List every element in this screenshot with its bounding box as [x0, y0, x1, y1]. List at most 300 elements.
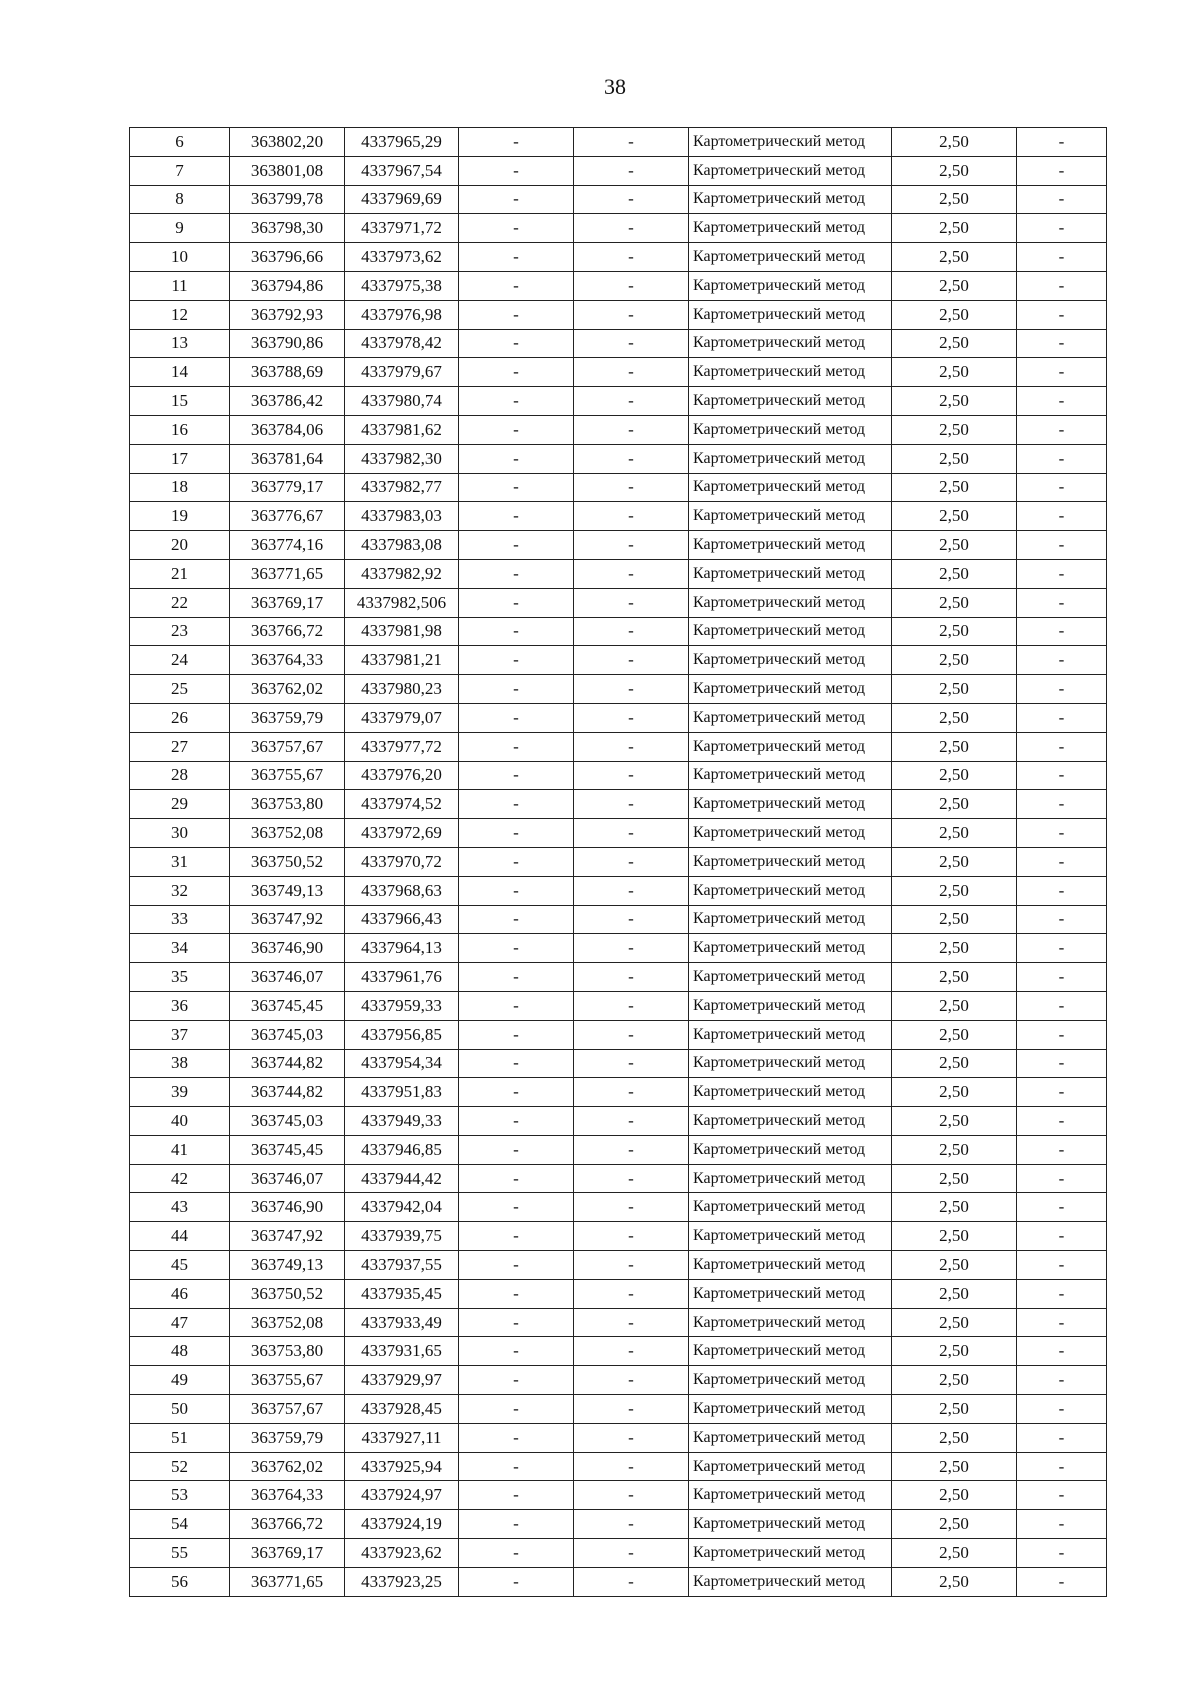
table-row: [130, 905, 1107, 934]
dash-cell-b: -: [574, 1395, 689, 1424]
accuracy-cell: 2,50: [892, 588, 1017, 617]
table-row: [130, 876, 1107, 905]
dash-cell-b: -: [574, 1279, 689, 1308]
table-row: [130, 300, 1107, 329]
method-cell: Картометрический метод: [689, 1423, 892, 1452]
dash-cell-a: -: [459, 1222, 574, 1251]
dash-cell-c: -: [1017, 819, 1107, 848]
table-row: [130, 1308, 1107, 1337]
dash-cell-b: -: [574, 444, 689, 473]
x-coordinate-cell: 363792,93: [230, 300, 345, 329]
dash-cell-b: -: [574, 1510, 689, 1539]
dash-cell-b: -: [574, 271, 689, 300]
method-cell: Картометрический метод: [689, 128, 892, 157]
dash-cell-c: -: [1017, 761, 1107, 790]
y-coordinate-cell: 4337964,13: [345, 934, 459, 963]
dash-cell-c: -: [1017, 617, 1107, 646]
point-number-cell: 8: [130, 185, 230, 214]
x-coordinate-cell: 363752,08: [230, 819, 345, 848]
y-coordinate-cell: 4337969,69: [345, 185, 459, 214]
x-coordinate-cell: 363746,07: [230, 1164, 345, 1193]
dash-cell-b: -: [574, 329, 689, 358]
accuracy-cell: 2,50: [892, 1510, 1017, 1539]
dash-cell-c: -: [1017, 185, 1107, 214]
dash-cell-c: -: [1017, 1107, 1107, 1136]
accuracy-cell: 2,50: [892, 1135, 1017, 1164]
dash-cell-a: -: [459, 876, 574, 905]
page-number: 38: [604, 74, 626, 99]
dash-cell-c: -: [1017, 1135, 1107, 1164]
table-row: [130, 1510, 1107, 1539]
y-coordinate-cell: 4337959,33: [345, 991, 459, 1020]
method-cell: Картометрический метод: [689, 1193, 892, 1222]
method-cell: Картометрический метод: [689, 1395, 892, 1424]
x-coordinate-cell: 363764,33: [230, 646, 345, 675]
dash-cell-c: -: [1017, 847, 1107, 876]
method-cell: Картометрический метод: [689, 1279, 892, 1308]
accuracy-cell: 2,50: [892, 559, 1017, 588]
y-coordinate-cell: 4337928,45: [345, 1395, 459, 1424]
accuracy-cell: 2,50: [892, 646, 1017, 675]
point-number-cell: 10: [130, 243, 230, 272]
table-row: [130, 243, 1107, 272]
y-coordinate-cell: 4337924,97: [345, 1481, 459, 1510]
dash-cell-a: -: [459, 991, 574, 1020]
dash-cell-b: -: [574, 905, 689, 934]
dash-cell-c: -: [1017, 1078, 1107, 1107]
y-coordinate-cell: 4337933,49: [345, 1308, 459, 1337]
x-coordinate-cell: 363745,45: [230, 991, 345, 1020]
dash-cell-b: -: [574, 1481, 689, 1510]
point-number-cell: 20: [130, 531, 230, 560]
point-number-cell: 18: [130, 473, 230, 502]
point-number-cell: 56: [130, 1567, 230, 1596]
y-coordinate-cell: 4337949,33: [345, 1107, 459, 1136]
dash-cell-a: -: [459, 329, 574, 358]
point-number-cell: 9: [130, 214, 230, 243]
method-cell: Картометрический метод: [689, 1308, 892, 1337]
x-coordinate-cell: 363749,13: [230, 1251, 345, 1280]
dash-cell-c: -: [1017, 1539, 1107, 1568]
x-coordinate-cell: 363762,02: [230, 675, 345, 704]
accuracy-cell: 2,50: [892, 732, 1017, 761]
point-number-cell: 52: [130, 1452, 230, 1481]
accuracy-cell: 2,50: [892, 905, 1017, 934]
table-row: [130, 1567, 1107, 1596]
method-cell: Картометрический метод: [689, 790, 892, 819]
point-number-cell: 30: [130, 819, 230, 848]
x-coordinate-cell: 363757,67: [230, 732, 345, 761]
x-coordinate-cell: 363759,79: [230, 1423, 345, 1452]
dash-cell-a: -: [459, 847, 574, 876]
table-row: [130, 1222, 1107, 1251]
y-coordinate-cell: 4337978,42: [345, 329, 459, 358]
table-row: [130, 703, 1107, 732]
dash-cell-c: -: [1017, 559, 1107, 588]
point-number-cell: 44: [130, 1222, 230, 1251]
dash-cell-b: -: [574, 790, 689, 819]
x-coordinate-cell: 363746,07: [230, 963, 345, 992]
accuracy-cell: 2,50: [892, 1452, 1017, 1481]
dash-cell-a: -: [459, 617, 574, 646]
dash-cell-c: -: [1017, 1366, 1107, 1395]
x-coordinate-cell: 363759,79: [230, 703, 345, 732]
method-cell: Картометрический метод: [689, 1366, 892, 1395]
point-number-cell: 41: [130, 1135, 230, 1164]
y-coordinate-cell: 4337983,03: [345, 502, 459, 531]
table-row: [130, 1337, 1107, 1366]
method-cell: Картометрический метод: [689, 732, 892, 761]
point-number-cell: 55: [130, 1539, 230, 1568]
dash-cell-c: -: [1017, 329, 1107, 358]
y-coordinate-cell: 4337970,72: [345, 847, 459, 876]
point-number-cell: 16: [130, 415, 230, 444]
dash-cell-a: -: [459, 1279, 574, 1308]
dash-cell-a: -: [459, 300, 574, 329]
dash-cell-b: -: [574, 415, 689, 444]
table-row: [130, 991, 1107, 1020]
x-coordinate-cell: 363745,03: [230, 1020, 345, 1049]
x-coordinate-cell: 363771,65: [230, 559, 345, 588]
x-coordinate-cell: 363794,86: [230, 271, 345, 300]
dash-cell-a: -: [459, 358, 574, 387]
method-cell: Картометрический метод: [689, 271, 892, 300]
dash-cell-a: -: [459, 819, 574, 848]
x-coordinate-cell: 363788,69: [230, 358, 345, 387]
dash-cell-c: -: [1017, 387, 1107, 416]
x-coordinate-cell: 363802,20: [230, 128, 345, 157]
table-row: [130, 531, 1107, 560]
point-number-cell: 42: [130, 1164, 230, 1193]
accuracy-cell: 2,50: [892, 473, 1017, 502]
dash-cell-a: -: [459, 646, 574, 675]
accuracy-cell: 2,50: [892, 444, 1017, 473]
accuracy-cell: 2,50: [892, 185, 1017, 214]
dash-cell-c: -: [1017, 444, 1107, 473]
dash-cell-a: -: [459, 1049, 574, 1078]
dash-cell-b: -: [574, 1107, 689, 1136]
method-cell: Картометрический метод: [689, 1049, 892, 1078]
method-cell: Картометрический метод: [689, 329, 892, 358]
accuracy-cell: 2,50: [892, 1222, 1017, 1251]
point-number-cell: 39: [130, 1078, 230, 1107]
y-coordinate-cell: 4337925,94: [345, 1452, 459, 1481]
point-number-cell: 40: [130, 1107, 230, 1136]
x-coordinate-cell: 363766,72: [230, 1510, 345, 1539]
dash-cell-c: -: [1017, 1049, 1107, 1078]
accuracy-cell: 2,50: [892, 1395, 1017, 1424]
dash-cell-b: -: [574, 675, 689, 704]
x-coordinate-cell: 363750,52: [230, 1279, 345, 1308]
x-coordinate-cell: 363744,82: [230, 1049, 345, 1078]
dash-cell-a: -: [459, 588, 574, 617]
dash-cell-b: -: [574, 1020, 689, 1049]
y-coordinate-cell: 4337935,45: [345, 1279, 459, 1308]
dash-cell-b: -: [574, 473, 689, 502]
dash-cell-b: -: [574, 300, 689, 329]
table-row: [130, 790, 1107, 819]
y-coordinate-cell: 4337956,85: [345, 1020, 459, 1049]
accuracy-cell: 2,50: [892, 847, 1017, 876]
dash-cell-a: -: [459, 1020, 574, 1049]
dash-cell-c: -: [1017, 905, 1107, 934]
accuracy-cell: 2,50: [892, 703, 1017, 732]
dash-cell-a: -: [459, 905, 574, 934]
accuracy-cell: 2,50: [892, 876, 1017, 905]
table-row: [130, 1135, 1107, 1164]
y-coordinate-cell: 4337981,62: [345, 415, 459, 444]
point-number-cell: 31: [130, 847, 230, 876]
dash-cell-a: -: [459, 1164, 574, 1193]
x-coordinate-cell: 363790,86: [230, 329, 345, 358]
method-cell: Картометрический метод: [689, 617, 892, 646]
dash-cell-c: -: [1017, 1567, 1107, 1596]
dash-cell-a: -: [459, 1452, 574, 1481]
dash-cell-c: -: [1017, 876, 1107, 905]
dash-cell-b: -: [574, 934, 689, 963]
dash-cell-a: -: [459, 1078, 574, 1107]
y-coordinate-cell: 4337937,55: [345, 1251, 459, 1280]
accuracy-cell: 2,50: [892, 1049, 1017, 1078]
x-coordinate-cell: 363746,90: [230, 934, 345, 963]
point-number-cell: 13: [130, 329, 230, 358]
dash-cell-b: -: [574, 1539, 689, 1568]
table-row: [130, 214, 1107, 243]
point-number-cell: 43: [130, 1193, 230, 1222]
dash-cell-c: -: [1017, 473, 1107, 502]
table-row: [130, 646, 1107, 675]
accuracy-cell: 2,50: [892, 675, 1017, 704]
y-coordinate-cell: 4337972,69: [345, 819, 459, 848]
method-cell: Картометрический метод: [689, 473, 892, 502]
y-coordinate-cell: 4337931,65: [345, 1337, 459, 1366]
method-cell: Картометрический метод: [689, 876, 892, 905]
dash-cell-b: -: [574, 646, 689, 675]
y-coordinate-cell: 4337981,21: [345, 646, 459, 675]
y-coordinate-cell: 4337961,76: [345, 963, 459, 992]
dash-cell-a: -: [459, 1337, 574, 1366]
table-row: [130, 1193, 1107, 1222]
dash-cell-c: -: [1017, 531, 1107, 560]
point-number-cell: 24: [130, 646, 230, 675]
dash-cell-b: -: [574, 732, 689, 761]
dash-cell-b: -: [574, 1135, 689, 1164]
accuracy-cell: 2,50: [892, 617, 1017, 646]
y-coordinate-cell: 4337923,62: [345, 1539, 459, 1568]
y-coordinate-cell: 4337927,11: [345, 1423, 459, 1452]
table-row: [130, 1279, 1107, 1308]
accuracy-cell: 2,50: [892, 415, 1017, 444]
x-coordinate-cell: 363796,66: [230, 243, 345, 272]
dash-cell-a: -: [459, 963, 574, 992]
point-number-cell: 12: [130, 300, 230, 329]
x-coordinate-cell: 363784,06: [230, 415, 345, 444]
dash-cell-b: -: [574, 1308, 689, 1337]
x-coordinate-cell: 363755,67: [230, 1366, 345, 1395]
dash-cell-b: -: [574, 1251, 689, 1280]
table-row: [130, 588, 1107, 617]
x-coordinate-cell: 363757,67: [230, 1395, 345, 1424]
point-number-cell: 37: [130, 1020, 230, 1049]
accuracy-cell: 2,50: [892, 358, 1017, 387]
method-cell: Картометрический метод: [689, 1222, 892, 1251]
y-coordinate-cell: 4337954,34: [345, 1049, 459, 1078]
accuracy-cell: 2,50: [892, 1020, 1017, 1049]
dash-cell-a: -: [459, 387, 574, 416]
dash-cell-c: -: [1017, 963, 1107, 992]
point-number-cell: 29: [130, 790, 230, 819]
dash-cell-c: -: [1017, 1337, 1107, 1366]
dash-cell-c: -: [1017, 1251, 1107, 1280]
accuracy-cell: 2,50: [892, 128, 1017, 157]
point-number-cell: 26: [130, 703, 230, 732]
dash-cell-c: -: [1017, 1193, 1107, 1222]
accuracy-cell: 2,50: [892, 156, 1017, 185]
point-number-cell: 25: [130, 675, 230, 704]
dash-cell-c: -: [1017, 1510, 1107, 1539]
x-coordinate-cell: 363750,52: [230, 847, 345, 876]
x-coordinate-cell: 363774,16: [230, 531, 345, 560]
point-number-cell: 7: [130, 156, 230, 185]
table-row: [130, 444, 1107, 473]
table-row: [130, 329, 1107, 358]
dash-cell-b: -: [574, 1452, 689, 1481]
y-coordinate-cell: 4337975,38: [345, 271, 459, 300]
dash-cell-a: -: [459, 1366, 574, 1395]
dash-cell-b: -: [574, 1423, 689, 1452]
dash-cell-c: -: [1017, 991, 1107, 1020]
table-row: [130, 963, 1107, 992]
x-coordinate-cell: 363753,80: [230, 790, 345, 819]
table-row: [130, 1107, 1107, 1136]
dash-cell-c: -: [1017, 646, 1107, 675]
dash-cell-b: -: [574, 1567, 689, 1596]
method-cell: Картометрический метод: [689, 243, 892, 272]
table-row: [130, 819, 1107, 848]
y-coordinate-cell: 4337980,74: [345, 387, 459, 416]
x-coordinate-cell: 363762,02: [230, 1452, 345, 1481]
x-coordinate-cell: 363747,92: [230, 1222, 345, 1251]
y-coordinate-cell: 4337982,30: [345, 444, 459, 473]
table-row: [130, 934, 1107, 963]
dash-cell-a: -: [459, 934, 574, 963]
dash-cell-b: -: [574, 1193, 689, 1222]
table-row: [130, 1020, 1107, 1049]
table-row: [130, 1078, 1107, 1107]
dash-cell-a: -: [459, 1308, 574, 1337]
dash-cell-b: -: [574, 847, 689, 876]
dash-cell-c: -: [1017, 1452, 1107, 1481]
table-row: [130, 473, 1107, 502]
x-coordinate-cell: 363745,45: [230, 1135, 345, 1164]
dash-cell-c: -: [1017, 1308, 1107, 1337]
dash-cell-b: -: [574, 1049, 689, 1078]
accuracy-cell: 2,50: [892, 1366, 1017, 1395]
x-coordinate-cell: 363764,33: [230, 1481, 345, 1510]
dash-cell-a: -: [459, 128, 574, 157]
method-cell: Картометрический метод: [689, 991, 892, 1020]
point-number-cell: 22: [130, 588, 230, 617]
accuracy-cell: 2,50: [892, 329, 1017, 358]
dash-cell-b: -: [574, 1222, 689, 1251]
method-cell: Картометрический метод: [689, 185, 892, 214]
method-cell: Картометрический метод: [689, 963, 892, 992]
table-row: [130, 1539, 1107, 1568]
y-coordinate-cell: 4337967,54: [345, 156, 459, 185]
accuracy-cell: 2,50: [892, 761, 1017, 790]
point-number-cell: 45: [130, 1251, 230, 1280]
dash-cell-b: -: [574, 156, 689, 185]
accuracy-cell: 2,50: [892, 387, 1017, 416]
x-coordinate-cell: 363781,64: [230, 444, 345, 473]
accuracy-cell: 2,50: [892, 1251, 1017, 1280]
y-coordinate-cell: 4337980,23: [345, 675, 459, 704]
dash-cell-c: -: [1017, 128, 1107, 157]
dash-cell-c: -: [1017, 358, 1107, 387]
point-number-cell: 6: [130, 128, 230, 157]
accuracy-cell: 2,50: [892, 1164, 1017, 1193]
x-coordinate-cell: 363779,17: [230, 473, 345, 502]
table-row: [130, 1366, 1107, 1395]
point-number-cell: 23: [130, 617, 230, 646]
method-cell: Картометрический метод: [689, 1078, 892, 1107]
x-coordinate-cell: 363799,78: [230, 185, 345, 214]
x-coordinate-cell: 363755,67: [230, 761, 345, 790]
x-coordinate-cell: 363752,08: [230, 1308, 345, 1337]
table-row: [130, 732, 1107, 761]
table-row: [130, 559, 1107, 588]
y-coordinate-cell: 4337982,92: [345, 559, 459, 588]
x-coordinate-cell: 363746,90: [230, 1193, 345, 1222]
point-number-cell: 11: [130, 271, 230, 300]
method-cell: Картометрический метод: [689, 387, 892, 416]
dash-cell-a: -: [459, 1135, 574, 1164]
table-row: [130, 847, 1107, 876]
dash-cell-a: -: [459, 732, 574, 761]
point-number-cell: 19: [130, 502, 230, 531]
table-row: [130, 156, 1107, 185]
dash-cell-a: -: [459, 531, 574, 560]
table-row: [130, 415, 1107, 444]
method-cell: Картометрический метод: [689, 214, 892, 243]
point-number-cell: 38: [130, 1049, 230, 1078]
dash-cell-c: -: [1017, 588, 1107, 617]
dash-cell-c: -: [1017, 1279, 1107, 1308]
method-cell: Картометрический метод: [689, 819, 892, 848]
x-coordinate-cell: 363771,65: [230, 1567, 345, 1596]
dash-cell-b: -: [574, 1164, 689, 1193]
point-number-cell: 32: [130, 876, 230, 905]
accuracy-cell: 2,50: [892, 991, 1017, 1020]
method-cell: Картометрический метод: [689, 588, 892, 617]
dash-cell-b: -: [574, 761, 689, 790]
y-coordinate-cell: 4337982,506: [345, 588, 459, 617]
method-cell: Картометрический метод: [689, 1020, 892, 1049]
y-coordinate-cell: 4337979,67: [345, 358, 459, 387]
dash-cell-a: -: [459, 1481, 574, 1510]
point-number-cell: 28: [130, 761, 230, 790]
x-coordinate-cell: 363769,17: [230, 1539, 345, 1568]
accuracy-cell: 2,50: [892, 1567, 1017, 1596]
y-coordinate-cell: 4337946,85: [345, 1135, 459, 1164]
point-number-cell: 36: [130, 991, 230, 1020]
x-coordinate-cell: 363798,30: [230, 214, 345, 243]
y-coordinate-cell: 4337923,25: [345, 1567, 459, 1596]
point-number-cell: 27: [130, 732, 230, 761]
dash-cell-c: -: [1017, 1164, 1107, 1193]
point-number-cell: 50: [130, 1395, 230, 1424]
dash-cell-c: -: [1017, 243, 1107, 272]
